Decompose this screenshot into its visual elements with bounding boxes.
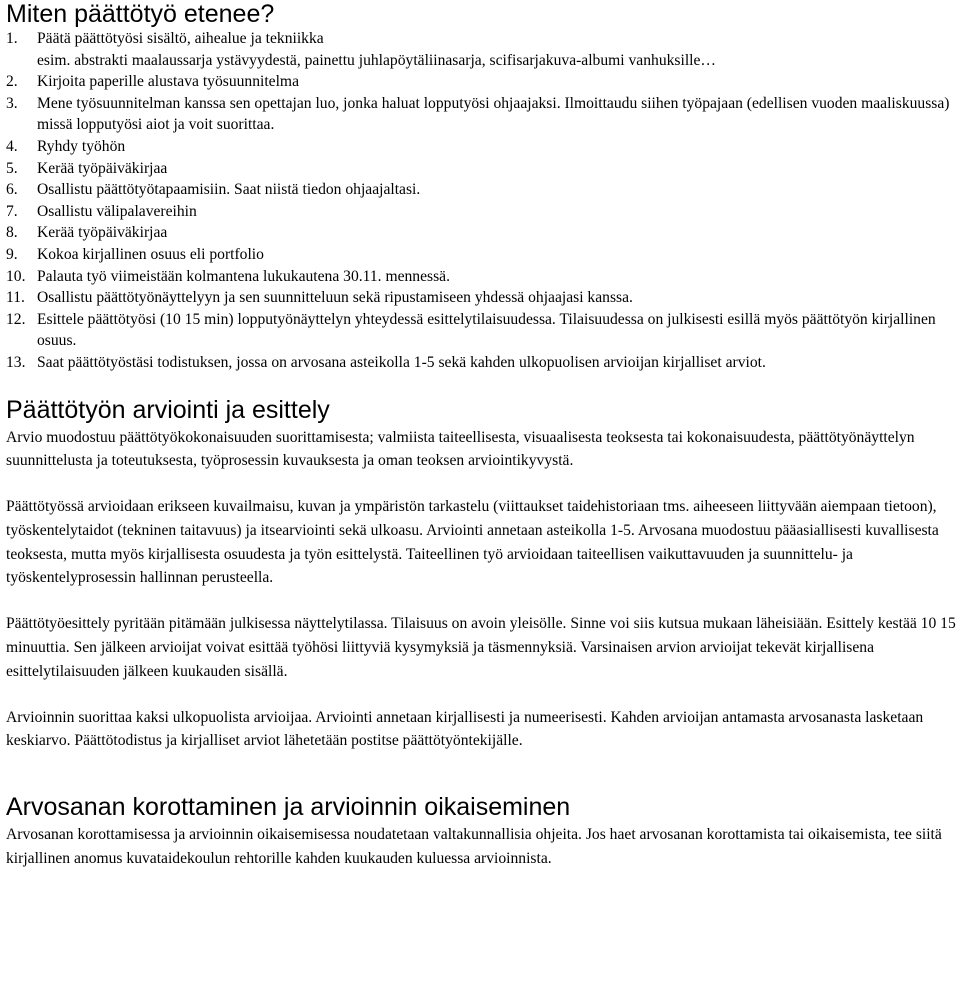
- list-item: [6, 352, 956, 374]
- list-item: [6, 93, 956, 136]
- list-item-text: Esittele päättötyösi (10 15 min) lopputyönäyttelyn yhteydessä esittelytilaisuudessa. Tilaisuudessa on julkisesti esillä myös päättötyön kirjallinen osuus.: [37, 310, 936, 350]
- list-item-number: 8.: [6, 224, 18, 242]
- assessment-paragraph: Arvio muodostuu päättötyökokonaisuuden suorittamisesta; valmiista taiteellisesta, visuaalisesta teoksesta tai kokonaisuudesta, päättötyönäyttelyn suunnittelusta ja toteutuksesta, työprosessin kuvauksesta ja oman teoksen arviointikyvystä.: [6, 428, 915, 470]
- steps-list: [6, 28, 956, 374]
- assessment-paragraph: Arvioinnin suorittaa kaksi ulkopuolista arvioijaa. Arviointi annetaan kirjallisesti ja numeerisesti. Kahden arvioijan antamasta arvosanasta lasketaan keskiarvo. Päättötodistus ja kirjalliset arviot lähetetään postitse päättötyöntekijälle.: [6, 708, 924, 750]
- document-page: [6, 0, 956, 871]
- list-item-number: 7.: [6, 202, 18, 220]
- list-item: [6, 179, 956, 201]
- list-item-text: Ryhdy työhön: [37, 137, 126, 155]
- list-item-number: 1.: [6, 30, 18, 47]
- list-item: [6, 266, 956, 288]
- list-item: [6, 222, 956, 244]
- list-item: [6, 28, 956, 71]
- list-item: [6, 136, 956, 158]
- list-item-text: Osallistu päättötyönäyttelyyn ja sen suunnitteluun sekä ripustamiseen yhdessä ohjaajasi kanssa.: [37, 289, 633, 307]
- list-item: [6, 201, 956, 223]
- list-item-text: [37, 28, 956, 71]
- list-item: [6, 71, 956, 93]
- list-item: [6, 309, 956, 352]
- list-item-number: 11.: [6, 289, 25, 307]
- section-heading-progress: Miten päättötyö etenee?: [6, 0, 275, 28]
- section-heading-assessment: Päättötyön arviointi ja esittely: [6, 395, 330, 424]
- list-item-number: 13.: [6, 353, 26, 371]
- list-item-text: Palauta työ viimeistään kolmantena lukukautena 30.11. mennessä.: [37, 267, 450, 285]
- list-item-text: Kirjoita paperille alustava työsuunnitelma: [37, 73, 299, 91]
- list-item-number: 5.: [6, 159, 18, 177]
- list-item-text: Osallistu päättötyötapaamisiin. Saat niistä tiedon ohjaajaltasi.: [37, 181, 421, 199]
- list-item-text: Kokoa kirjallinen osuus eli portfolio: [37, 245, 264, 263]
- list-item-text: Kerää työpäiväkirjaa: [37, 159, 168, 177]
- list-item: [6, 287, 956, 309]
- appeal-paragraph: Arvosanan korottamisessa ja arvioinnin oikaisemisessa noudatetaan valtakunnallisia ohjeita. Jos haet arvosanan korottamista tai oikaisemista, tee siitä kirjallinen anomus kuvataidekoulun rehtorille kahden kuukauden kuluessa arvioinnista.: [6, 826, 942, 868]
- list-item-number: 10.: [6, 267, 26, 285]
- list-item-number: 2.: [6, 73, 18, 91]
- section-heading-grade-appeal: Arvosanan korottaminen ja arvioinnin oikaiseminen: [6, 793, 571, 822]
- list-item-number: 12.: [6, 310, 26, 328]
- list-item-number: 3.: [6, 94, 18, 112]
- list-item: [6, 158, 956, 180]
- assessment-paragraph: Päättötyössä arvioidaan erikseen kuvailmaisu, kuvan ja ympäristön tarkastelu (viittaukset taidehistoriaan tms. aiheeseen liittyvään aiempaan tietoon), työskentelytaidot (tekninen taitavuus) ja itsearviointi sekä ulkoasu. Arviointi annetaan asteikolla 1-5. Arvosana muodostuu pääasiallisesti kuvallisesta teoksesta, mutta myös kirjallisesta osuudesta ja työn esittelystä. Taiteellinen työ arvioidaan taiteellisen vaikuttavuuden ja suunnittelu- ja työskentelyprosessin hallinnan perusteella.: [6, 498, 939, 587]
- list-item-text: Kerää työpäiväkirjaa: [37, 224, 168, 242]
- list-item-number: 4.: [6, 137, 18, 155]
- list-item-text: Mene työsuunnitelman kanssa sen opettajan luo, jonka haluat lopputyösi ohjaajaksi. Ilmoittaudu siihen työpajaan (edellisen vuoden maaliskuussa) missä lopputyösi aiot ja voit suorittaa.: [37, 94, 950, 134]
- list-item-main-text: Päätä päättötyösi sisältö, aihealue ja tekniikka: [37, 30, 324, 47]
- list-item-example-text: esim. abstrakti maalaussarja ystävyydestä, painettu juhlapöytäliinasarja, scifisarjakuva-albumi vanhuksille…: [37, 51, 716, 69]
- list-item: [6, 244, 956, 266]
- assessment-paragraph: Päättötyöesittely pyritään pitämään julkisessa näyttelytilassa. Tilaisuus on avoin yleisölle. Sinne voi siis kutsua mukaan läheisiään. Esittely kestää 10 15 minuuttia. Sen jälkeen arvioijat voivat esittää työhösi liittyviä kysymyksiä ja täsmennyksiä. Varsinaisen arvion arvioijat tekevät kirjallisena esittelytilaisuuden jälkeen kuukauden sisällä.: [6, 615, 956, 680]
- list-item-number: 6.: [6, 181, 18, 199]
- list-item-number: 9.: [6, 245, 18, 263]
- list-item-text: Osallistu välipalavereihin: [37, 202, 197, 220]
- list-item-text: Saat päättötyöstäsi todistuksen, jossa on arvosana asteikolla 1-5 sekä kahden ulkopuolisen arvioijan kirjalliset arviot.: [37, 353, 766, 371]
